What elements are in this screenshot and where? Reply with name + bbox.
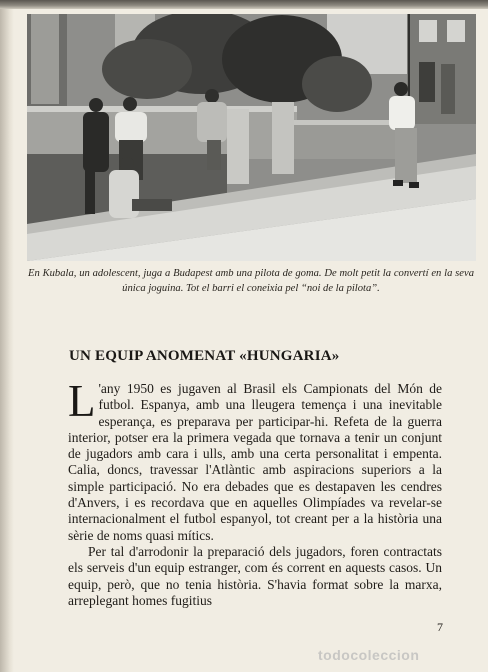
paragraph-1-text: 'any 1950 es jugaven al Brasil els Campionats del Món de futbol. Espanya, amb una lleugera temença i una inevitable esperança, es preparava per participar-hi. Refeta de la guerra interior, potser era la primera vegada que tornava a tenir un conjunt de jugadors amb cara i ulls, amb una certa personalitat i empenta. Calia, doncs, travessar l'Atlàntic amb aspiracions superiors a la simple participació. No era debades que es destapaven les cendres d'Anvers, i es recordava que en aquelles Olimpíades va revelar-se internacionalment el futbol espanyol, tot creant per a la història una sèrie de noms quasi mítics. [68, 381, 442, 543]
page-top-edge [0, 0, 488, 9]
book-gutter-shadow [0, 9, 14, 672]
watermark-logo: todocoleccion [318, 647, 420, 663]
paragraph-2: Per tal d'arrodonir la preparació dels jugadors, foren contractats els serveis d'un equip estranger, com és corrent en aquests casos. Un equip, però, que no tenia història. S'havia format sobre la marxa, arreplegant homes fugitius [68, 543, 442, 608]
photo-caption: En Kubala, un adolescent, juga a Budapest amb una pilota de goma. De molt petit la convertí en la seva única joguina. Tot el barri el coneixia pel “noi de la pilota”. [28, 268, 474, 294]
section-heading: UN EQUIP ANOMENAT «HUNGARIA» [69, 348, 340, 364]
drop-cap-letter: L [68, 376, 96, 426]
article-body [68, 376, 442, 609]
paragraph-1 [68, 376, 442, 544]
page-number: 7 [437, 620, 443, 634]
street-photograph [27, 14, 476, 261]
